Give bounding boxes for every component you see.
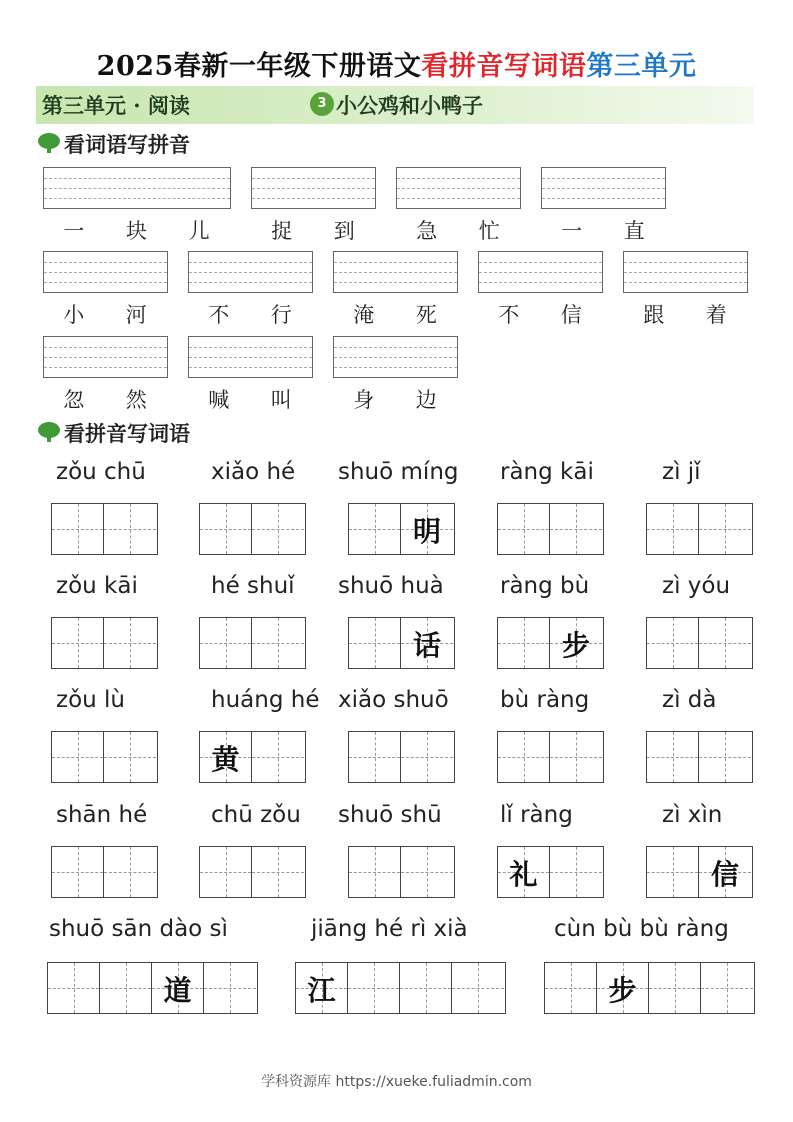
word-character: 一 bbox=[63, 219, 85, 243]
pinyin-writing-box[interactable] bbox=[333, 251, 458, 293]
word-character: 河 bbox=[125, 303, 147, 327]
character-cell[interactable] bbox=[699, 504, 751, 554]
character-cell[interactable] bbox=[647, 504, 699, 554]
tianzige-grid bbox=[348, 617, 455, 669]
lesson-title: 小公鸡和小鸭子 bbox=[336, 93, 483, 118]
title-part-3: 第三单元 bbox=[586, 51, 697, 82]
character-cell[interactable] bbox=[699, 732, 751, 782]
page-title bbox=[0, 44, 793, 83]
word-character: 然 bbox=[125, 388, 147, 412]
character-cell[interactable] bbox=[52, 618, 104, 668]
character-cell[interactable] bbox=[649, 963, 701, 1013]
tianzige-grid bbox=[497, 503, 604, 555]
character-cell[interactable] bbox=[699, 847, 751, 897]
leaf-icon bbox=[38, 133, 60, 149]
character-cell[interactable] bbox=[104, 847, 156, 897]
character-cell[interactable] bbox=[104, 504, 156, 554]
character-cell[interactable] bbox=[52, 732, 104, 782]
tianzige-grid bbox=[497, 617, 604, 669]
pinyin-prompt: bù ràng bbox=[500, 687, 590, 713]
character-cell[interactable] bbox=[252, 618, 304, 668]
given-character: 江 bbox=[307, 974, 336, 1007]
tianzige-grid bbox=[199, 846, 306, 898]
given-character: 黄 bbox=[211, 743, 240, 776]
tianzige-grid bbox=[646, 731, 753, 783]
tianzige-grid bbox=[51, 846, 158, 898]
tianzige-grid bbox=[51, 731, 158, 783]
pinyin-prompt: hé shuǐ bbox=[211, 573, 295, 599]
lesson-number-icon: 3 bbox=[310, 92, 334, 116]
word-character: 叫 bbox=[270, 388, 292, 412]
character-cell[interactable] bbox=[550, 618, 602, 668]
word-character: 直 bbox=[623, 219, 645, 243]
character-cell[interactable] bbox=[200, 504, 252, 554]
pinyin-prompt: zǒu lù bbox=[56, 687, 125, 713]
title-part-2: 看拼音写词语 bbox=[421, 51, 587, 82]
character-cell[interactable] bbox=[100, 963, 152, 1013]
pinyin-prompt: shuō sān dào sì bbox=[49, 916, 228, 942]
section2-heading: 看拼音写词语 bbox=[64, 421, 190, 446]
word-character: 淹 bbox=[353, 303, 375, 327]
given-character: 礼 bbox=[509, 858, 538, 891]
tianzige-grid bbox=[47, 962, 258, 1014]
pinyin-prompt: ràng bù bbox=[500, 573, 590, 599]
word-character: 信 bbox=[560, 303, 582, 327]
tianzige-grid bbox=[199, 503, 306, 555]
word-character: 到 bbox=[333, 219, 355, 243]
character-cell[interactable] bbox=[349, 847, 401, 897]
pinyin-prompt: lǐ ràng bbox=[500, 802, 573, 828]
word-character: 不 bbox=[208, 303, 230, 327]
tianzige-grid bbox=[497, 731, 604, 783]
tianzige-grid bbox=[646, 503, 753, 555]
pinyin-prompt: zì jǐ bbox=[662, 459, 701, 485]
pinyin-writing-box[interactable] bbox=[333, 336, 458, 378]
word-character: 喊 bbox=[208, 388, 230, 412]
character-cell[interactable] bbox=[200, 732, 252, 782]
character-cell[interactable] bbox=[349, 732, 401, 782]
word-character: 小 bbox=[63, 303, 85, 327]
character-cell[interactable] bbox=[296, 963, 348, 1013]
unit-banner bbox=[36, 86, 754, 124]
pinyin-prompt: shuō huà bbox=[338, 573, 444, 599]
character-cell[interactable] bbox=[348, 963, 400, 1013]
character-cell[interactable] bbox=[647, 618, 699, 668]
character-cell[interactable] bbox=[52, 504, 104, 554]
pinyin-prompt: zì xìn bbox=[662, 802, 723, 828]
tianzige-grid bbox=[51, 617, 158, 669]
word-character: 儿 bbox=[188, 219, 210, 243]
character-cell[interactable] bbox=[452, 963, 504, 1013]
pinyin-writing-box[interactable] bbox=[43, 336, 168, 378]
footer-source: 学科资源库 https://xueke.fuliadmin.com bbox=[261, 1074, 532, 1090]
character-cell[interactable] bbox=[252, 847, 304, 897]
word-character: 急 bbox=[416, 219, 438, 243]
character-cell[interactable] bbox=[152, 963, 204, 1013]
pinyin-prompt: cùn bù bù ràng bbox=[554, 916, 729, 942]
character-cell[interactable] bbox=[545, 963, 597, 1013]
tianzige-grid bbox=[544, 962, 755, 1014]
character-cell[interactable] bbox=[48, 963, 100, 1013]
character-cell[interactable] bbox=[349, 504, 401, 554]
word-character: 身 bbox=[353, 388, 375, 412]
character-cell[interactable] bbox=[498, 504, 550, 554]
word-character: 忽 bbox=[63, 388, 85, 412]
word-character: 一 bbox=[561, 219, 583, 243]
pinyin-writing-box[interactable] bbox=[188, 251, 313, 293]
character-cell[interactable] bbox=[104, 618, 156, 668]
character-cell[interactable] bbox=[401, 504, 453, 554]
pinyin-writing-box[interactable] bbox=[43, 251, 168, 293]
given-character: 步 bbox=[561, 629, 590, 662]
character-cell[interactable] bbox=[647, 847, 699, 897]
pinyin-prompt: zì dà bbox=[662, 687, 717, 713]
pinyin-prompt: shuō míng bbox=[338, 459, 459, 485]
tianzige-grid bbox=[348, 503, 455, 555]
character-cell[interactable] bbox=[349, 618, 401, 668]
character-cell[interactable] bbox=[550, 732, 602, 782]
pinyin-prompt: shān hé bbox=[56, 802, 148, 828]
character-cell[interactable] bbox=[400, 963, 452, 1013]
pinyin-prompt: jiāng hé rì xià bbox=[311, 916, 468, 942]
pinyin-prompt: xiǎo shuō bbox=[338, 687, 449, 713]
pinyin-prompt: huáng hé bbox=[211, 687, 320, 713]
word-character: 着 bbox=[705, 303, 727, 327]
leaf-icon bbox=[38, 422, 60, 438]
character-cell[interactable] bbox=[200, 618, 252, 668]
tianzige-grid bbox=[646, 846, 753, 898]
tianzige-grid bbox=[348, 846, 455, 898]
pinyin-writing-box[interactable] bbox=[478, 251, 603, 293]
given-character: 信 bbox=[710, 858, 739, 891]
character-cell[interactable] bbox=[701, 963, 753, 1013]
word-character: 不 bbox=[498, 303, 520, 327]
tianzige-grid bbox=[51, 503, 158, 555]
given-character: 明 bbox=[412, 515, 441, 548]
character-cell[interactable] bbox=[498, 847, 550, 897]
tianzige-grid bbox=[497, 846, 604, 898]
word-character: 边 bbox=[415, 388, 437, 412]
pinyin-prompt: zǒu kāi bbox=[56, 573, 138, 599]
character-cell[interactable] bbox=[52, 847, 104, 897]
character-cell[interactable] bbox=[550, 504, 602, 554]
tianzige-grid bbox=[295, 962, 506, 1014]
word-character: 行 bbox=[270, 303, 292, 327]
given-character: 话 bbox=[412, 629, 441, 662]
character-cell[interactable] bbox=[498, 732, 550, 782]
character-cell[interactable] bbox=[252, 504, 304, 554]
character-cell[interactable] bbox=[401, 618, 453, 668]
pinyin-writing-box[interactable] bbox=[623, 251, 748, 293]
section1-heading: 看词语写拼音 bbox=[64, 132, 190, 157]
pinyin-prompt: zì yóu bbox=[662, 573, 731, 599]
pinyin-writing-box[interactable] bbox=[541, 167, 666, 209]
given-character: 步 bbox=[608, 974, 637, 1007]
pinyin-writing-box[interactable] bbox=[251, 167, 376, 209]
word-character: 块 bbox=[126, 219, 147, 243]
character-cell[interactable] bbox=[204, 963, 256, 1013]
pinyin-prompt: shuō shū bbox=[338, 802, 442, 828]
tianzige-grid bbox=[348, 731, 455, 783]
tianzige-grid bbox=[646, 617, 753, 669]
tianzige-grid bbox=[199, 731, 306, 783]
pinyin-prompt: ràng kāi bbox=[500, 459, 594, 485]
character-cell[interactable] bbox=[597, 963, 649, 1013]
word-character: 忙 bbox=[478, 219, 500, 243]
character-cell[interactable] bbox=[647, 732, 699, 782]
character-cell[interactable] bbox=[104, 732, 156, 782]
character-cell[interactable] bbox=[498, 618, 550, 668]
word-character: 死 bbox=[415, 303, 437, 327]
given-character: 道 bbox=[163, 974, 192, 1007]
pinyin-writing-box[interactable] bbox=[43, 167, 231, 209]
character-cell[interactable] bbox=[401, 732, 453, 782]
word-character: 捉 bbox=[271, 219, 293, 243]
unit-label: 第三单元 · 阅读 bbox=[42, 93, 190, 118]
pinyin-writing-box[interactable] bbox=[188, 336, 313, 378]
character-cell[interactable] bbox=[200, 847, 252, 897]
pinyin-prompt: chū zǒu bbox=[211, 802, 301, 828]
character-cell[interactable] bbox=[699, 618, 751, 668]
title-part-1: 2025春新一年级下册语文 bbox=[96, 51, 422, 82]
character-cell[interactable] bbox=[550, 847, 602, 897]
pinyin-prompt: zǒu chū bbox=[56, 459, 146, 485]
pinyin-prompt: xiǎo hé bbox=[211, 459, 296, 485]
word-character: 跟 bbox=[643, 303, 665, 327]
character-cell[interactable] bbox=[401, 847, 453, 897]
pinyin-writing-box[interactable] bbox=[396, 167, 521, 209]
character-cell[interactable] bbox=[252, 732, 304, 782]
tianzige-grid bbox=[199, 617, 306, 669]
